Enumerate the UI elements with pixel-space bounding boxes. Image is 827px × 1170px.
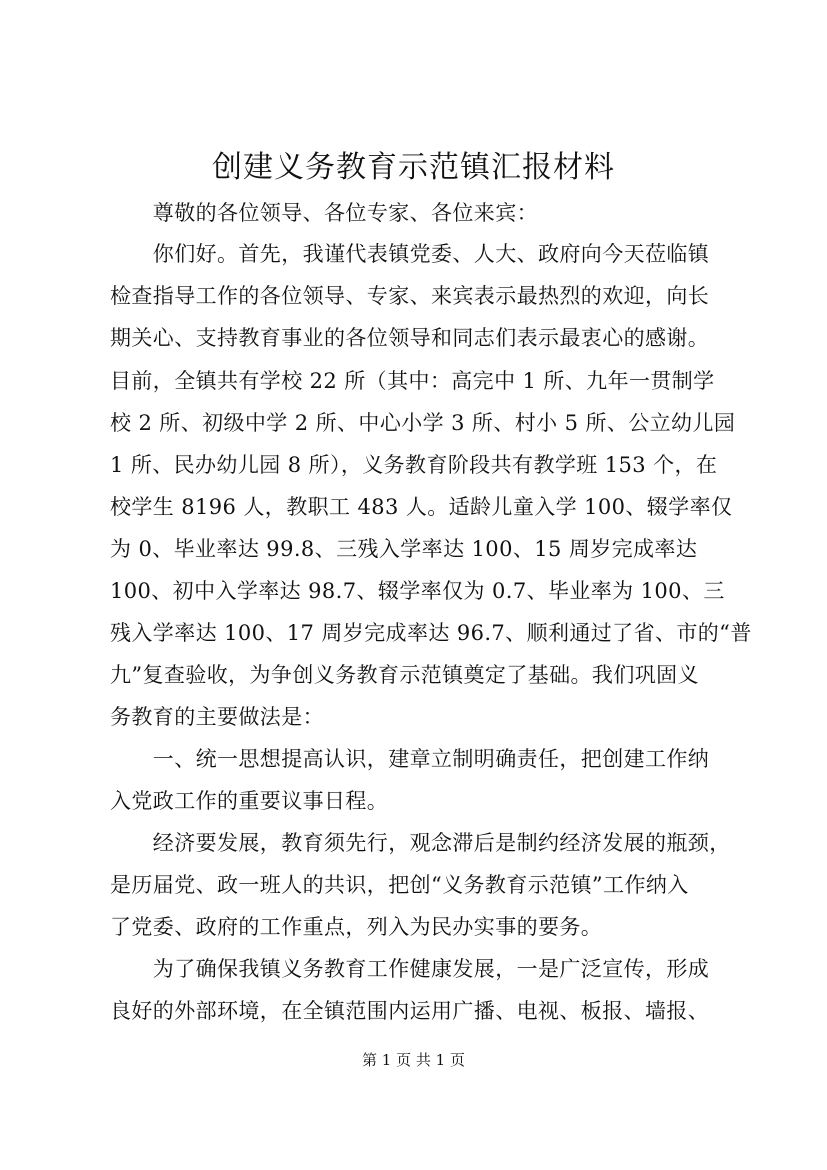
body-line: 你们好。首先，我谨代表镇党委、人大、政府向今天莅临镇: [110, 242, 710, 266]
body-line: 经济要发展，教育须先行，观念滞后是制约经济发展的瓶颈，: [110, 831, 731, 855]
body-line: 目前，全镇共有学校 22 所（其中：高完中 1 所、九年一贯制学: [110, 369, 715, 393]
body-line: 残入学率达 100、17 周岁完成率达 96.7、顺利通过了省、市的“普: [110, 621, 752, 645]
body-line: 校 2 所、初级中学 2 所、中心小学 3 所、村小 5 所、公立幼儿园: [110, 411, 736, 435]
body-line: 100、初中入学率达 98.7、辍学率仅为 0.7、毕业率为 100、三: [110, 579, 725, 603]
body-line: 尊敬的各位领导、各位专家、各位来宾：: [110, 201, 538, 225]
body-line: 良好的外部环境，在全镇范围内运用广播、电视、板报、墙报、: [110, 999, 710, 1023]
body-line: 务教育的主要做法是：: [110, 705, 324, 729]
body-line: 检查指导工作的各位领导、专家、来宾表示最热烈的欢迎，向长: [110, 284, 710, 308]
document-title: 创建义务教育示范镇汇报材料: [212, 150, 615, 185]
body-line: 1 所、民办幼儿园 8 所），义务教育阶段共有教学班 153 个，在: [110, 453, 718, 477]
body-line: 期关心、支持教育事业的各位领导和同志们表示最衷心的感谢。: [110, 326, 710, 350]
body-line: 为了确保我镇义务教育工作健康发展，一是广泛宣传，形成: [110, 957, 710, 981]
page-footer: 第 1 页 共 1 页: [362, 1051, 465, 1069]
body-line: 是历届党、政一班人的共识，把创“义务教育示范镇”工作纳入: [110, 873, 689, 897]
body-line: 了党委、政府的工作重点，列入为民办实事的要务。: [110, 915, 603, 939]
body-line: 入党政工作的重要议事日程。: [110, 789, 389, 813]
body-line: 校学生 8196 人，教职工 483 人。适龄儿童入学 100、辍学率仅: [110, 495, 733, 519]
body-line: 为 0、毕业率达 99.8、三残入学率达 100、15 周岁完成率达: [110, 537, 698, 561]
body-line: 九”复查验收，为争创义务教育示范镇奠定了基础。我们巩固义: [110, 663, 699, 687]
body-line: 一、统一思想提高认识，建章立制明确责任，把创建工作纳: [110, 747, 710, 771]
